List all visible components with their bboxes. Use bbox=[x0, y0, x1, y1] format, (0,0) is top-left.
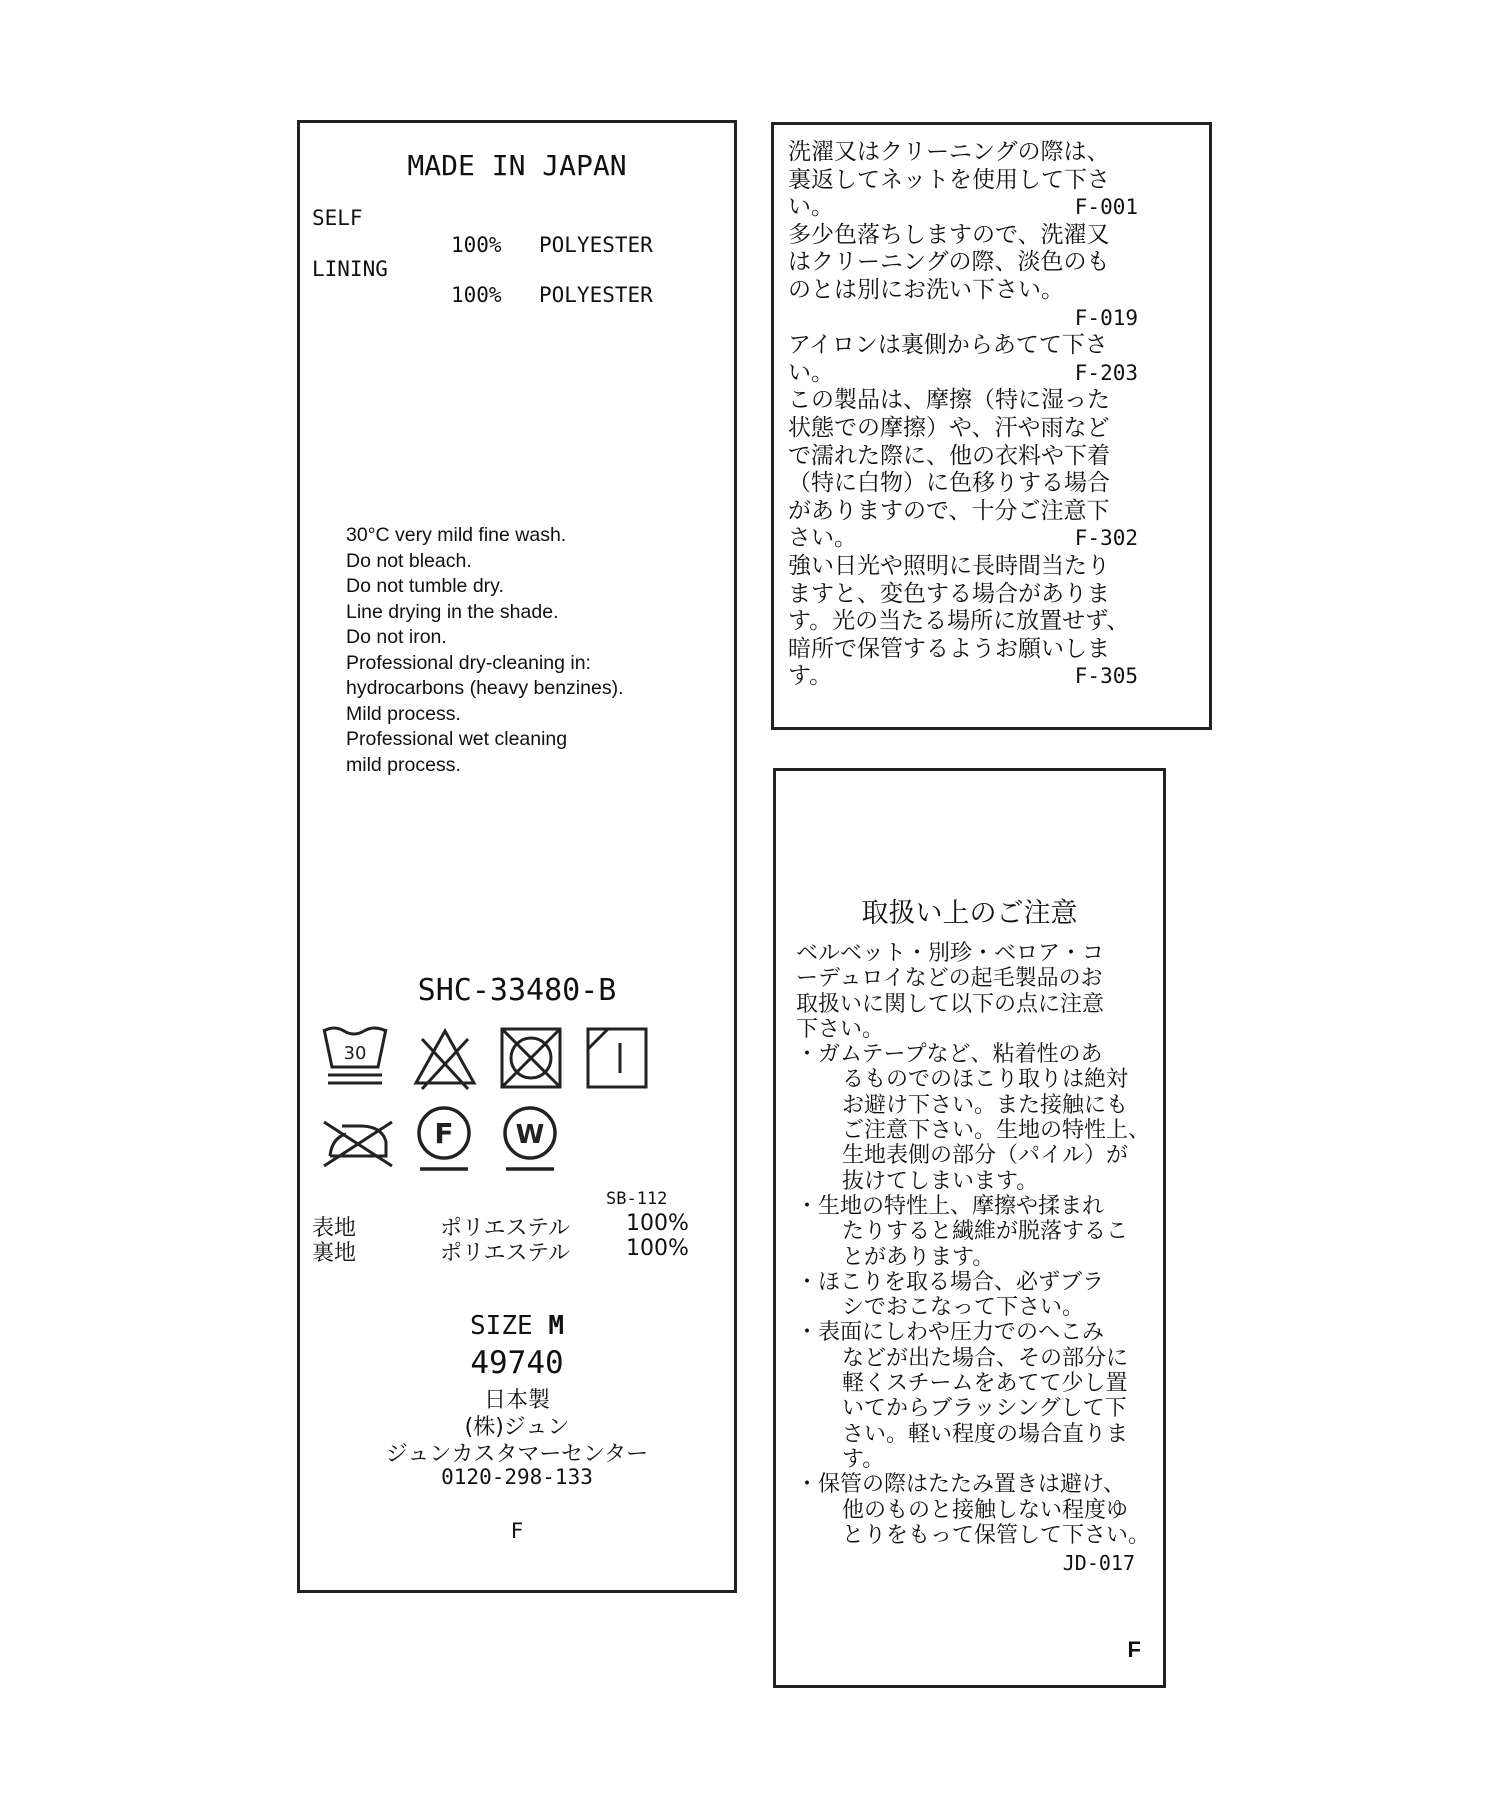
notes-line-text: い。 bbox=[788, 194, 834, 221]
notes-line-text: はクリーニングの際、淡色のも bbox=[788, 249, 1110, 276]
notes-line-text: この製品は、摩擦（特に湿った bbox=[788, 387, 1110, 414]
jp-fiber-part-outer: 表地 bbox=[312, 1216, 357, 1241]
size-value: M bbox=[548, 1311, 564, 1341]
size-label: SIZE bbox=[470, 1311, 533, 1341]
notes-line-text: い。 bbox=[788, 359, 834, 386]
care-line: Line drying in the shade. bbox=[346, 600, 559, 623]
care-line: Do not bleach. bbox=[346, 549, 472, 572]
wet-clean-w-icon bbox=[498, 1103, 562, 1177]
notes-line bbox=[788, 415, 1168, 443]
made-in-text: MADE IN JAPAN bbox=[407, 149, 627, 182]
caution-line: とりをもって保管して下さい。 bbox=[842, 1522, 1151, 1548]
notes-line bbox=[788, 443, 1168, 471]
line-dry-shade-icon bbox=[582, 1023, 652, 1093]
company-name: (株)ジュン bbox=[464, 1415, 570, 1440]
caution-code: JD-017 bbox=[1062, 1551, 1135, 1575]
notes-line-text: す。 bbox=[788, 663, 833, 690]
notes-line bbox=[788, 305, 1168, 333]
fiber-percent-lining: 100% bbox=[451, 283, 502, 307]
dryclean-letter: F bbox=[434, 1117, 454, 1150]
notes-line bbox=[788, 470, 1168, 498]
caution-line: とがあります。 bbox=[842, 1244, 995, 1270]
footer-mark: F bbox=[510, 1519, 524, 1543]
notes-line-text: ますと、変色する場合がありま bbox=[788, 580, 1110, 607]
size-line bbox=[300, 1311, 734, 1341]
caution-line: ご注意下さい。生地の特性上、 bbox=[842, 1118, 1151, 1144]
care-line: mild process. bbox=[346, 753, 461, 776]
caution-line: ・生地の特性上、摩擦や揉まれ bbox=[796, 1193, 1105, 1219]
notes-line-text: で濡れた際に、他の衣料や下着 bbox=[788, 442, 1110, 469]
notes-line bbox=[788, 387, 1168, 415]
notes-line-code: F-001 bbox=[1074, 195, 1138, 220]
notes-line-text: さい。 bbox=[788, 525, 857, 552]
caution-line: ーデュロイなどの起毛製品のお bbox=[796, 966, 1103, 992]
caution-line: 生地表側の部分（パイル）が bbox=[842, 1143, 1129, 1169]
notes-line-text: 状態での摩擦）や、汗や雨など bbox=[788, 414, 1110, 441]
care-line: Mild process. bbox=[346, 702, 461, 725]
notes-line bbox=[788, 194, 1168, 222]
caution-line: ベルベット・別珍・ベロア・コ bbox=[796, 941, 1105, 966]
caution-line: 抜けてしまいます。 bbox=[842, 1168, 1039, 1194]
notes-line bbox=[788, 167, 1168, 195]
notes-line-text: （特に白物）に色移りする場合 bbox=[788, 470, 1110, 497]
caution-line: 軽くスチームをあてて少し置 bbox=[842, 1371, 1128, 1397]
caution-line: ・ガムテープなど、粘着性のあ bbox=[796, 1042, 1103, 1068]
care-label-main bbox=[297, 120, 737, 1593]
notes-line bbox=[788, 498, 1168, 526]
notes-line-text: 洗濯又はクリーニングの際は、 bbox=[788, 139, 1110, 165]
no-bleach-icon bbox=[410, 1023, 480, 1093]
notes-line-text: 裏返してネットを使用して下さ bbox=[788, 166, 1110, 193]
fiber-part-lining: LINING bbox=[312, 257, 388, 281]
notes-line-code: F-019 bbox=[1074, 305, 1138, 330]
caution-line: たりすると繊維が脱落するこ bbox=[842, 1219, 1129, 1245]
origin-text: 日本製 bbox=[483, 1388, 550, 1413]
caution-footer-mark: F bbox=[1127, 1637, 1141, 1662]
no-tumble-dry-icon bbox=[496, 1023, 566, 1093]
notes-line bbox=[788, 360, 1168, 388]
notes-line-text: 強い日光や照明に長時間当たり bbox=[788, 552, 1110, 579]
caution-line: さい。軽い程度の場合直りま bbox=[842, 1421, 1129, 1447]
phone-number: 0120-298-133 bbox=[441, 1465, 593, 1489]
caution-line: シでおこなって下さい。 bbox=[842, 1295, 1085, 1321]
notes-line-text: アイロンは裏側からあてて下さ bbox=[788, 332, 1108, 359]
notes-line-text: 暗所で保管するようお願いしま bbox=[788, 635, 1110, 662]
care-line: Professional dry-cleaning in: bbox=[346, 651, 591, 674]
notes-line-code: F-302 bbox=[1074, 526, 1138, 551]
notes-line-text: のとは別にお洗い下さい。 bbox=[788, 276, 1064, 303]
notes-line bbox=[788, 249, 1168, 277]
caution-line: す。 bbox=[842, 1446, 885, 1472]
caution-line: ・ほこりを取る場合、必ずブラ bbox=[796, 1269, 1105, 1295]
care-line: Do not tumble dry. bbox=[346, 575, 504, 597]
jp-fiber-material-lining: ポリエステル bbox=[440, 1241, 571, 1266]
notes-line bbox=[788, 277, 1168, 305]
notes-line bbox=[788, 663, 1168, 691]
caution-line: いてからブラッシングして下 bbox=[842, 1396, 1127, 1422]
jp-fiber-part-lining: 裏地 bbox=[312, 1241, 357, 1266]
fiber-percent-self: 100% bbox=[451, 233, 502, 257]
wetclean-letter: W bbox=[515, 1120, 545, 1150]
caution-text bbox=[796, 941, 1150, 1548]
care-label-notes bbox=[771, 122, 1212, 730]
caution-line: ・表面にしわや圧力でのへこみ bbox=[796, 1320, 1105, 1346]
customer-center: ジュンカスタマーセンター bbox=[385, 1442, 649, 1467]
caution-line: お避け下さい。また接触にも bbox=[842, 1092, 1129, 1118]
notes-line-code: F-305 bbox=[1074, 664, 1138, 689]
notes-line-text: 多少色落ちしますので、洗濯又 bbox=[788, 221, 1110, 248]
product-number: 49740 bbox=[470, 1345, 564, 1381]
notes-line bbox=[788, 332, 1168, 360]
wash-temp: 30 bbox=[343, 1043, 367, 1064]
caution-line: などが出た場合、その部分に bbox=[842, 1345, 1129, 1371]
notes-line bbox=[788, 139, 1168, 167]
caution-line: るものでのほこり取りは絶対 bbox=[842, 1067, 1129, 1093]
notes-line-text: がありますので、十分ご注意下 bbox=[788, 497, 1110, 524]
notes-line bbox=[788, 608, 1168, 636]
jp-fiber-percent-outer: 100% bbox=[626, 1211, 689, 1236]
product-code: SHC-33480-B bbox=[417, 973, 617, 1008]
notes-line bbox=[788, 553, 1168, 581]
notes-line-code: F-203 bbox=[1074, 360, 1138, 385]
fiber-part-self: SELF bbox=[312, 206, 363, 230]
notes-line bbox=[788, 525, 1168, 553]
notes-text bbox=[788, 139, 1168, 691]
care-instructions bbox=[346, 523, 624, 778]
care-line: Professional wet cleaning bbox=[346, 728, 568, 750]
handling-caution-label bbox=[773, 768, 1166, 1688]
notes-line-text: す。光の当たる場所に放置せず、 bbox=[788, 608, 1130, 635]
notes-line bbox=[788, 581, 1168, 609]
fiber-material-self: POLYESTER bbox=[539, 233, 653, 257]
caution-line: 下さい。 bbox=[796, 1016, 885, 1042]
no-iron-icon bbox=[320, 1108, 396, 1172]
fiber-material-lining: POLYESTER bbox=[539, 283, 653, 307]
wash-tub-icon bbox=[320, 1023, 390, 1093]
care-line: 30°C very mild fine wash. bbox=[346, 524, 567, 546]
notes-line bbox=[788, 636, 1168, 664]
dry-clean-f-icon bbox=[412, 1103, 476, 1177]
jp-fiber-material-outer: ポリエステル bbox=[440, 1216, 571, 1241]
caution-title: 取扱い上のご注意 bbox=[861, 898, 1078, 929]
care-line: Do not iron. bbox=[346, 626, 447, 648]
composition-code: SB-112 bbox=[606, 1189, 668, 1209]
caution-line: 取扱いに関して以下の点に注意 bbox=[796, 991, 1105, 1017]
caution-line: ・保管の際はたたみ置きは避け、 bbox=[796, 1472, 1126, 1498]
caution-line: 他のものと接触しない程度ゆ bbox=[842, 1497, 1129, 1523]
care-line: hydrocarbons (heavy benzines). bbox=[346, 677, 624, 699]
jp-fiber-percent-lining: 100% bbox=[626, 1236, 689, 1261]
notes-line bbox=[788, 222, 1168, 250]
